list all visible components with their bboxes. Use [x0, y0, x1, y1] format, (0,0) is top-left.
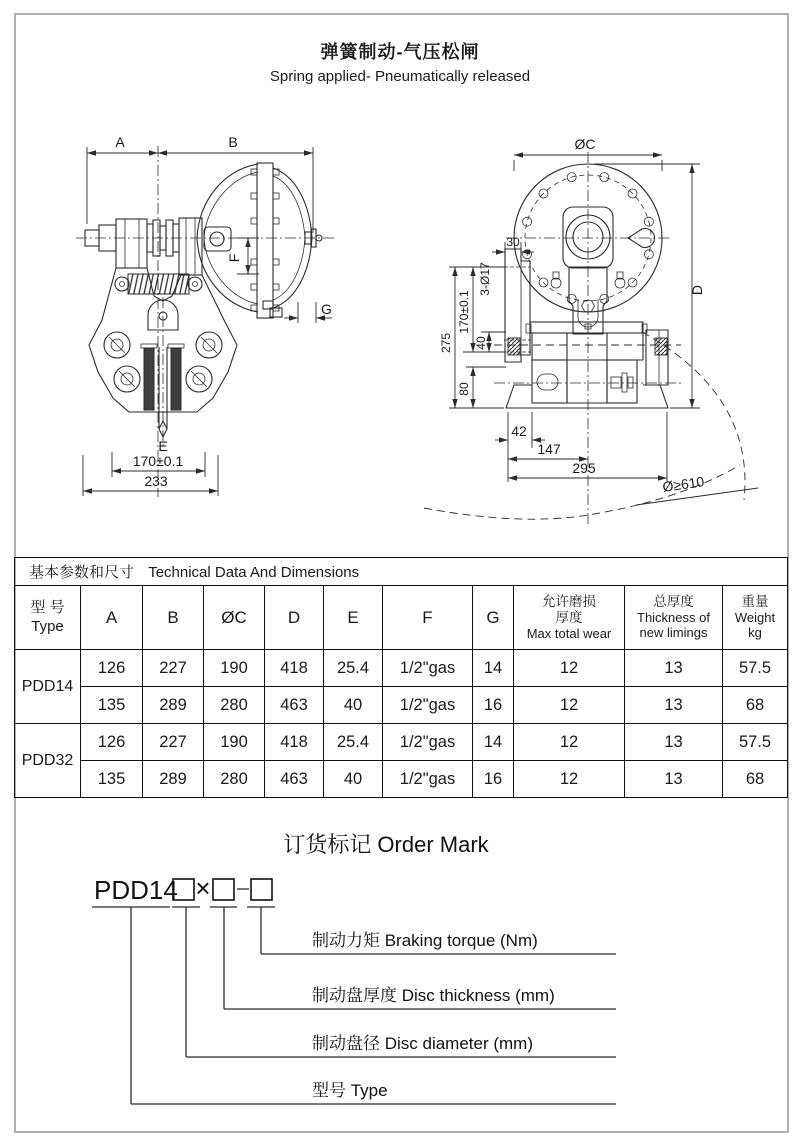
cell: 190: [204, 724, 265, 761]
col-header-f: F: [383, 586, 473, 650]
dim-label-170v: 170±0.1: [457, 290, 471, 334]
dim-label-295: 295: [572, 460, 596, 476]
col-header-b: B: [143, 586, 204, 650]
order-code-prefix: PDD14: [94, 875, 178, 905]
dim-label-233: 233: [144, 473, 168, 489]
cell: 280: [204, 687, 265, 724]
dim-label-f: F: [226, 253, 242, 263]
cell: 1/2"gas: [383, 650, 473, 687]
col-header-type-en: Type: [31, 617, 64, 635]
col-header-e: E: [324, 586, 383, 650]
brake-pad-right: [171, 348, 181, 410]
cell: 126: [81, 650, 143, 687]
dim-label-170: 170±0.1: [132, 453, 184, 469]
dim-label-80: 80: [457, 382, 471, 396]
cell: 227: [143, 650, 204, 687]
cell: 12: [514, 761, 625, 798]
order-code-box-2: [213, 879, 234, 900]
cell: 418: [265, 724, 324, 761]
cell: 16: [473, 687, 514, 724]
flange-bolts: [251, 169, 279, 311]
order-code-times: ×: [195, 873, 211, 903]
table-section-title-zh: 基本参数和尺寸: [29, 564, 135, 581]
technical-drawings: [0, 0, 800, 560]
front-view-drawing: [424, 136, 758, 524]
order-code-box-3: [251, 879, 272, 900]
cell: 126: [81, 724, 143, 761]
dim-label-42: 42: [511, 423, 527, 439]
table-section-title: [15, 558, 788, 586]
table-row: [15, 650, 788, 687]
cell: 13: [625, 724, 723, 761]
cell: 13: [625, 650, 723, 687]
cell: 1/2"gas: [383, 687, 473, 724]
cell: 280: [204, 761, 265, 798]
cell: 25.4: [324, 650, 383, 687]
cell: 14: [473, 650, 514, 687]
col-header-weight: 重量 Weight kg: [723, 586, 788, 650]
order-label-type: 型号 Type: [312, 1081, 388, 1100]
cell: 12: [514, 650, 625, 687]
type-cell-pdd14: PDD14: [15, 650, 81, 724]
page-title-zh: 弹簧制动-气压松闸: [320, 42, 480, 62]
pad-edge-left: [508, 338, 520, 355]
dim-label-275: 275: [439, 332, 453, 354]
col-header-oc: ØC: [204, 586, 265, 650]
order-label-torque: 制动力矩 Braking torque (Nm): [312, 931, 538, 950]
col-header-a: A: [81, 586, 143, 650]
cell: 463: [265, 687, 324, 724]
cell: 40: [324, 687, 383, 724]
table-section-title-en: Technical Data And Dimensions: [148, 564, 360, 581]
col-header-g: G: [473, 586, 514, 650]
col-header-wear: 允许磨损 厚度 Max total wear: [514, 586, 625, 650]
dim-label-40: 40: [474, 336, 488, 350]
cell: 13: [625, 761, 723, 798]
cell: 463: [265, 761, 324, 798]
cell: 57.5: [723, 650, 788, 687]
cell: 135: [81, 761, 143, 798]
cell: 190: [204, 650, 265, 687]
dim-label-147: 147: [537, 441, 561, 457]
dim-label-b: B: [228, 134, 238, 150]
dim-label-a: A: [115, 134, 125, 150]
col-header-type-zh: 型 号: [30, 598, 65, 616]
col-header-thickness: 总厚度 Thickness of new limings: [625, 586, 723, 650]
cell: 1/2"gas: [383, 761, 473, 798]
order-mark-section: [0, 800, 800, 1148]
cell: 68: [723, 761, 788, 798]
dim-label-holes: 3-Ø17: [478, 262, 492, 296]
cell: 12: [514, 724, 625, 761]
col-header-d: D: [265, 586, 324, 650]
order-label-thickness: 制动盘厚度 Disc thickness (mm): [312, 986, 555, 1005]
table-row: [15, 724, 788, 761]
cell: 68: [723, 687, 788, 724]
col-header-type: [15, 586, 81, 650]
cell: 25.4: [324, 724, 383, 761]
order-mark-title: 订货标记 Order Mark: [283, 832, 489, 857]
table-row: [15, 761, 788, 798]
cell: 12: [514, 687, 625, 724]
brake-pad-left: [144, 348, 154, 410]
side-view-drawing: [76, 134, 334, 497]
dim-label-oc: ØC: [574, 136, 596, 152]
cell: 289: [143, 687, 204, 724]
cell: 57.5: [723, 724, 788, 761]
cell: 40: [324, 761, 383, 798]
cell: 418: [265, 650, 324, 687]
dim-label-disc: Ø≥610: [661, 473, 706, 495]
cell: 135: [81, 687, 143, 724]
type-cell-pdd32: PDD32: [15, 724, 81, 798]
cell: 13: [625, 687, 723, 724]
dim-label-d: D: [689, 284, 705, 296]
table-row: [15, 687, 788, 724]
cell: 289: [143, 761, 204, 798]
order-label-diameter: 制动盘径 Disc diameter (mm): [312, 1034, 534, 1053]
cell: 227: [143, 724, 204, 761]
cell: 1/2"gas: [383, 724, 473, 761]
dim-label-30: 30: [506, 235, 520, 249]
dim-label-e: E: [158, 438, 168, 454]
cell: 16: [473, 761, 514, 798]
page-title-en: Spring applied- Pneumatically released: [269, 68, 531, 85]
dim-label-g: G: [321, 301, 332, 317]
technical-data-table: [14, 557, 788, 798]
cell: 14: [473, 724, 514, 761]
